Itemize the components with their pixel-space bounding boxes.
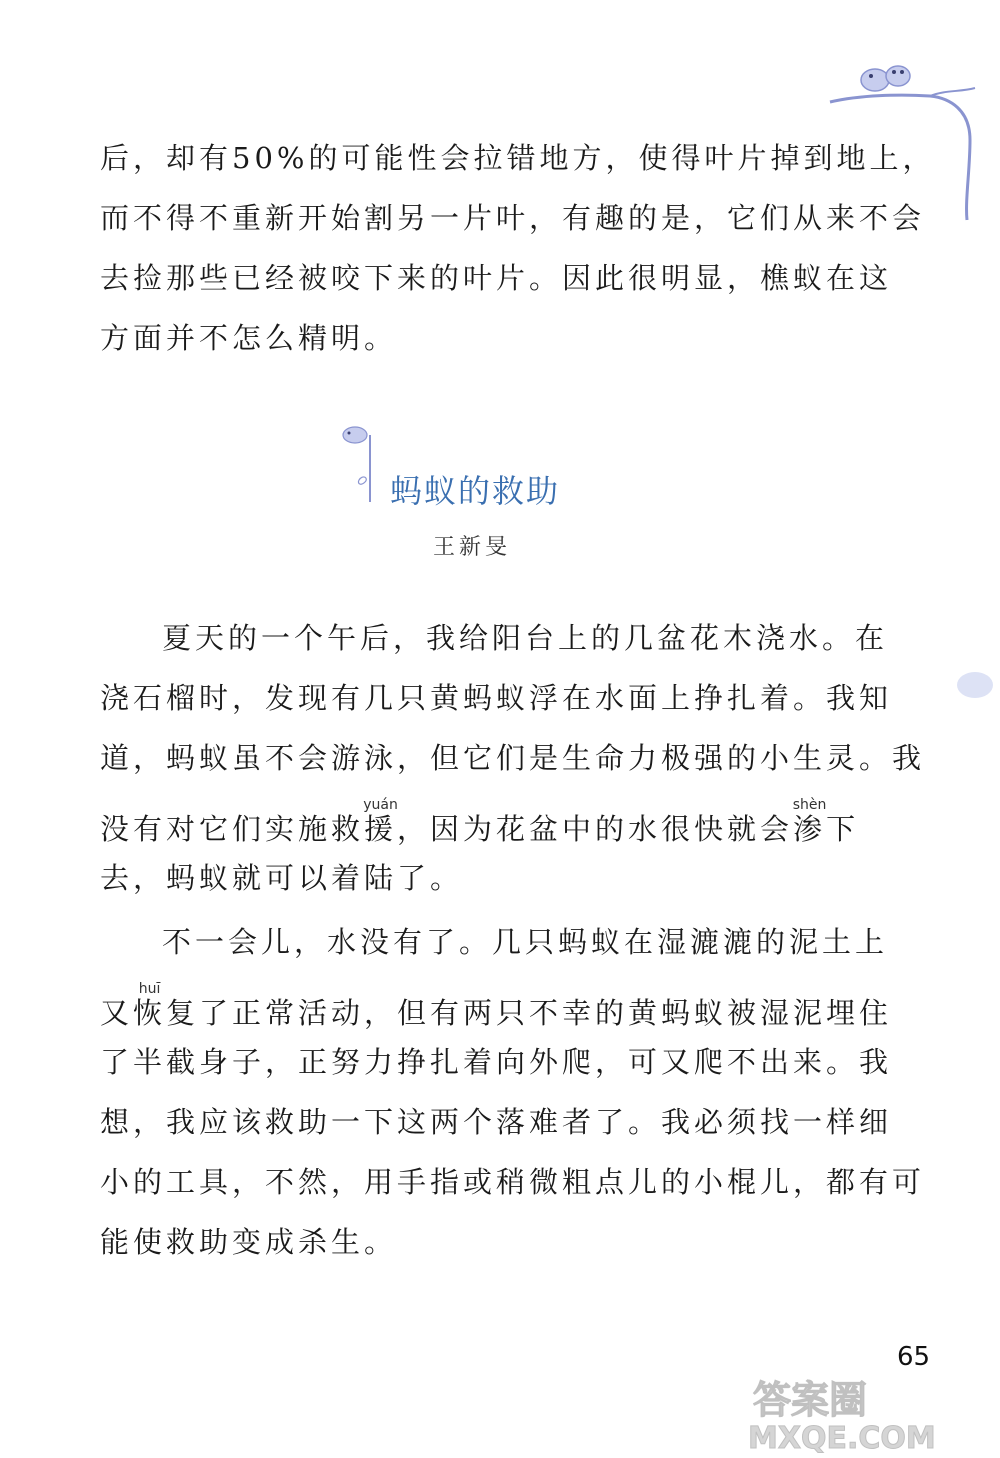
pinyin-hui-base: 恢 bbox=[133, 996, 167, 1030]
intro-line-3: 去捡那些已经被咬下来的叶片。因此很明显，樵蚁在这 bbox=[100, 261, 893, 295]
pinyin-shen bbox=[792, 797, 827, 846]
page-number: 65 bbox=[897, 1342, 931, 1372]
p1-line-4 bbox=[100, 797, 860, 846]
decorative-blob bbox=[955, 668, 995, 703]
pinyin-hui bbox=[133, 981, 167, 1030]
intro-line-4: 方面并不怎么精明。 bbox=[100, 321, 398, 355]
pinyin-yuan-base: 援 bbox=[363, 812, 398, 846]
article-author: 王新旻 bbox=[433, 535, 512, 560]
svg-text:答案圈: 答案圈 bbox=[753, 1378, 868, 1422]
intro-line-1: 后，却有50%的可能性会拉错地方，使得叶片掉到地上， bbox=[100, 141, 936, 175]
intro-line-2: 而不得不重新开始割另一片叶，有趣的是，它们从来不会 bbox=[100, 201, 926, 235]
p1-line-4-text-a: 没有对它们实施救 bbox=[100, 812, 365, 846]
p1-line-2: 浇石榴时，发现有几只黄蚂蚁浮在水面上挣扎着。我知 bbox=[100, 681, 893, 715]
p2-line-2-text-a: 又 bbox=[100, 996, 134, 1030]
p1-line-3: 道，蚂蚁虽不会游泳，但它们是生命力极强的小生灵。我 bbox=[100, 741, 926, 775]
p1-line-4-text-b: ，因为花盆中的水很快就会 bbox=[397, 812, 794, 846]
p2-line-6: 能使救助变成杀生。 bbox=[100, 1225, 398, 1259]
pinyin-shen-base: 渗 bbox=[792, 812, 827, 846]
bird-title-ornament bbox=[335, 420, 395, 510]
article-title: 蚂蚁的救助 bbox=[390, 472, 561, 510]
p1-line-5: 去，蚂蚁就可以着陆了。 bbox=[100, 861, 464, 895]
p2-line-2 bbox=[100, 981, 893, 1030]
pinyin-yuan bbox=[363, 797, 398, 846]
p2-line-5: 小的工具，不然，用手指或稍微粗点儿的小棍儿，都有可 bbox=[100, 1165, 926, 1199]
pinyin-shen-annotation: shèn bbox=[792, 797, 827, 813]
p1-line-4-text-c: 下 bbox=[826, 812, 860, 846]
pinyin-yuan-annotation: yuán bbox=[363, 797, 398, 813]
p2-line-1: 不一会儿，水没有了。几只蚂蚁在湿漉漉的泥土上 bbox=[162, 925, 889, 959]
p2-line-2-text-b: 复了正常活动，但有两只不幸的黄蚂蚁被湿泥埋住 bbox=[166, 996, 893, 1030]
pinyin-hui-annotation: huī bbox=[133, 981, 167, 997]
watermark-logo bbox=[738, 1368, 988, 1454]
watermark-text: MXQE.COM bbox=[748, 1421, 936, 1454]
p1-line-1: 夏天的一个午后，我给阳台上的几盆花木浇水。在 bbox=[162, 621, 889, 655]
p2-line-4: 想，我应该救助一下这两个落难者了。我必须找一样细 bbox=[100, 1105, 893, 1139]
bird-branch-illustration bbox=[820, 50, 990, 225]
p2-line-3: 了半截身子，正努力挣扎着向外爬，可又爬不出来。我 bbox=[100, 1045, 893, 1079]
